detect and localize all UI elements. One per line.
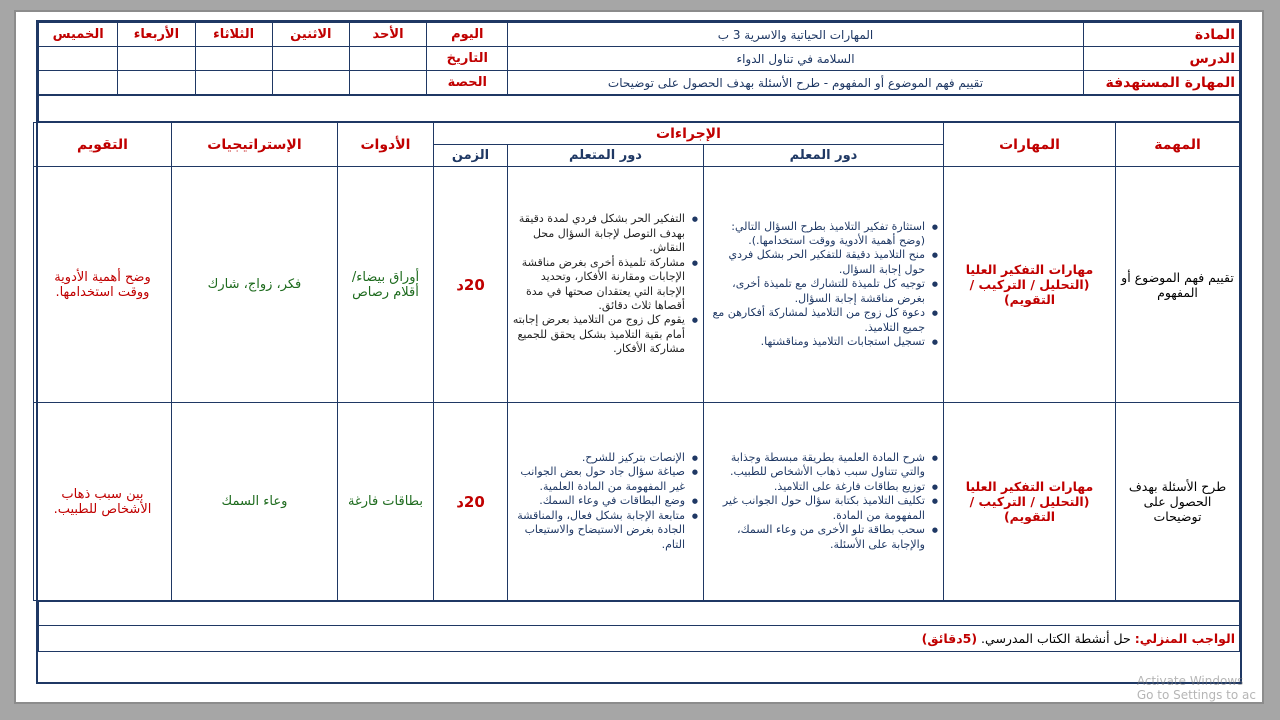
list-item: ● دعوة كل زوج من التلاميذ لمشاركة أفكارهن مع جميع التلاميذ. — [708, 306, 925, 335]
target-skill-label: المهارة المستهدفة — [1083, 71, 1239, 95]
header-skills: المهارات — [944, 123, 1116, 167]
lesson-label: الدرس — [1083, 47, 1239, 71]
task-cell: طرح الأسئلة بهدف الحصول على توضيحات — [1116, 403, 1240, 601]
header-evaluation: التقويم — [33, 123, 171, 167]
header-teacher-role: دور المعلم — [704, 145, 944, 167]
list-item: ● التفكير الحر بشكل فردي لمدة دقيقة بهدف التوصل لإجابة السؤال محل النقاش. — [512, 212, 685, 255]
date-cell — [39, 47, 118, 71]
time-cell: 20د — [433, 167, 507, 403]
homework-row — [39, 626, 1240, 652]
tools-cell: بطاقات فارغة — [337, 403, 433, 601]
learner-steps-list — [512, 451, 699, 552]
day-label: اليوم — [427, 23, 508, 47]
header-row-lesson — [39, 47, 1240, 71]
header-tools: الأدوات — [337, 123, 433, 167]
learner-role-cell — [508, 403, 704, 601]
table-head-row-1 — [33, 123, 1239, 145]
list-item: ● تكليف التلاميذ بكتابة سؤال حول الجوانب غير المفهومة من المادة. — [708, 494, 925, 523]
spacer-row — [38, 95, 1240, 122]
list-item: ● متابعة الإجابة بشكل فعال، والمناقشة الجادة بغرض الاستيضاح والاستيعاب التام. — [512, 509, 685, 552]
activation-watermark — [1137, 674, 1256, 702]
subject-value: المهارات الحياتية والاسرية 3 ب — [508, 23, 1083, 47]
page-frame — [14, 10, 1264, 704]
subject-label: المادة — [1083, 23, 1239, 47]
table-row — [33, 167, 1239, 403]
period-cell — [349, 71, 426, 95]
header-time: الزمن — [433, 145, 507, 167]
blank-cell — [39, 602, 1240, 626]
target-skill-value: تقييم فهم الموضوع أو المفهوم - طرح الأسئلة بهدف الحصول على توضيحات — [508, 71, 1083, 95]
period-cell — [118, 71, 195, 95]
evaluation-cell: وضح أهمية الأدوية ووقت استخدامها. — [33, 167, 171, 403]
date-cell — [272, 47, 349, 71]
date-cell — [118, 47, 195, 71]
period-label: الحصة — [427, 71, 508, 95]
date-label: التاريخ — [427, 47, 508, 71]
day-thursday: الخميس — [39, 23, 118, 47]
homework-label: الواجب المنزلي: — [1134, 631, 1235, 646]
watermark-line-1: Activate Windows — [1136, 674, 1244, 688]
teacher-steps-list — [708, 451, 939, 552]
day-sunday: الأحد — [349, 23, 426, 47]
teacher-steps-list — [708, 220, 939, 350]
lesson-plan-sheet — [36, 20, 1242, 684]
homework-duration: (5دقائق) — [921, 631, 978, 646]
header-table — [38, 22, 1240, 95]
list-item: ● يقوم كل زوج من التلاميذ بعرض إجابته أمام بقية التلاميذ بشكل يحقق للجميع مشاركة الأفكار. — [512, 313, 685, 356]
day-wednesday: الأربعاء — [118, 23, 195, 47]
list-item: ● تسجيل استجابات التلاميذ ومناقشتها. — [708, 335, 925, 349]
homework-text: حل أنشطة الكتاب المدرسي. — [981, 631, 1131, 646]
list-item: ● مشاركة تلميذة أخرى بغرض مناقشة الإجابات ومقارنة الأفكار، وتحديد الإجابة التي يعتقدان صحتها في مدة أقصاها ثلاث دقائق. — [512, 256, 685, 314]
list-item: ● منح التلاميذ دقيقة للتفكير الحر بشكل فردي حول إجابة السؤال. — [708, 248, 925, 277]
list-item: ● شرح المادة العلمية بطريقة مبسطة وجذابة والتي تتناول سبب ذهاب الأشخاص للطبيب. — [708, 451, 925, 480]
homework-cell — [39, 626, 1240, 652]
period-cell — [272, 71, 349, 95]
lesson-value: السلامة في تناول الدواء — [508, 47, 1083, 71]
tools-cell: أوراق بيضاء/ أقلام رصاص — [337, 167, 433, 403]
learner-steps-list — [512, 212, 699, 356]
period-cell — [195, 71, 272, 95]
skills-cell: مهارات التفكير العليا (التحليل / التركيب / التقويم) — [944, 167, 1116, 403]
header-task: المهمة — [1116, 123, 1240, 167]
strategy-cell: وعاء السمك — [171, 403, 337, 601]
day-monday: الاثنين — [272, 23, 349, 47]
list-item: ● صياغة سؤال جاد حول بعض الجوانب غير المفهومة من المادة العلمية. — [512, 465, 685, 494]
header-strategies: الإستراتيجيات — [171, 123, 337, 167]
header-row-subject — [39, 23, 1240, 47]
date-cell — [195, 47, 272, 71]
list-item: ● وضع البطاقات في وعاء السمك. — [512, 494, 685, 508]
evaluation-cell: بين سبب ذهاب الأشخاص للطبيب. — [33, 403, 171, 601]
procedures-table — [33, 122, 1240, 601]
list-item: ● استثارة تفكير التلاميذ بطرح السؤال التالي: (وضح أهمية الأدوية ووقت استخدامها.). — [708, 220, 925, 249]
teacher-role-cell — [704, 167, 944, 403]
list-item: ● الإنصات بتركيز للشرح. — [512, 451, 685, 465]
task-cell: تقييم فهم الموضوع أو المفهوم — [1116, 167, 1240, 403]
strategy-cell: فكر، زواج، شارك — [171, 167, 337, 403]
header-procedures: الإجراءات — [433, 123, 943, 145]
teacher-role-cell — [704, 403, 944, 601]
learner-role-cell — [508, 167, 704, 403]
footer-table — [38, 601, 1240, 652]
day-tuesday: الثلاثاء — [195, 23, 272, 47]
list-item: ● توزيع بطاقات فارغة على التلاميذ. — [708, 480, 925, 494]
list-item: ● سحب بطاقة تلو الأخرى من وعاء السمك، والإجابة على الأسئلة. — [708, 523, 925, 552]
header-learner-role: دور المتعلم — [508, 145, 704, 167]
list-item: ● توجيه كل تلميذة للتشارك مع تلميذة أخرى، بغرض مناقشة إجابة السؤال. — [708, 277, 925, 306]
date-cell — [349, 47, 426, 71]
table-row — [33, 403, 1239, 601]
blank-cell — [39, 96, 1240, 122]
skills-cell: مهارات التفكير العليا (التحليل / التركيب / التقويم) — [944, 403, 1116, 601]
header-row-skill — [39, 71, 1240, 95]
period-cell — [39, 71, 118, 95]
watermark-line-2: Go to Settings to ac — [1136, 688, 1256, 702]
time-cell: 20د — [433, 403, 507, 601]
